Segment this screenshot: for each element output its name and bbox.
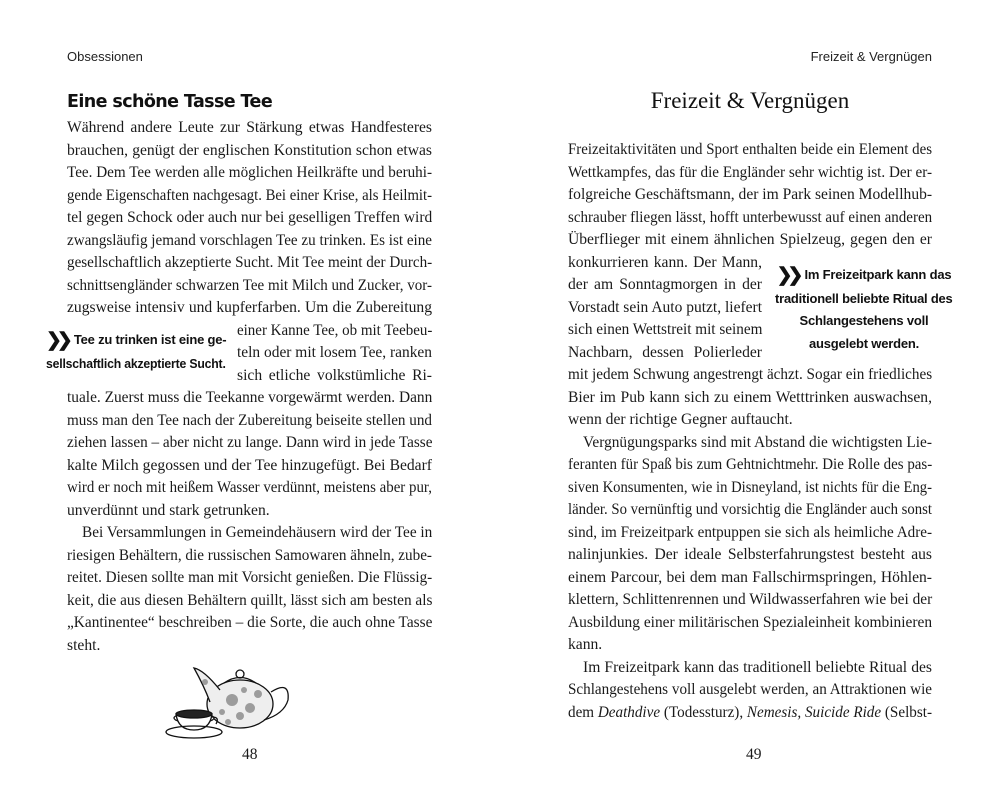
text-line: Wettkampfes, das für die Engländer sehr wichtig ist. Der er- [568, 163, 932, 181]
text-line: ziehen lassen – aber nicht zu lange. Dann wird in jede Tasse [67, 434, 433, 452]
italic-text: Nemesis, Suicide Ride [746, 704, 882, 721]
text-line: sich etliche volkstümliche Ri- [237, 366, 432, 384]
text-line: mit jedem Schwung angestrengt ächzt. Sogar ein friedliches [568, 366, 933, 384]
text-line: zwangsläufig jemand vorschlagen Tee zu trinken. Es ist eine [67, 231, 432, 249]
text-line: Schlangestehens voll ausgelebt werden, an Attraktionen wie [568, 681, 932, 699]
text-line: sind, im Freizeitpark entpuppen sie sich als heimliche Adre- [568, 523, 932, 541]
text-line: konkurrieren kann. Der Mann, [568, 253, 762, 271]
pull-quote-line: ❯❯ Tee zu trinken ist eine ge- [46, 330, 227, 351]
text-line: riesigen Behältern, die russischen Samowaren ähneln, zube- [67, 546, 432, 564]
pull-quote-line: ❯❯ Im Freizeitpark kann das [776, 265, 952, 286]
right-page-number: 49 [746, 746, 762, 763]
text-line: kalte Milch gegossen und der Tee hinzugefügt. Bei Bedarf [67, 456, 432, 474]
text-line: kann. [568, 636, 603, 654]
double-chevron-right-icon: ❯❯ [776, 265, 799, 286]
text-segment: (Selbst- [881, 704, 932, 721]
text-segment: dem [568, 704, 598, 721]
text-line: der am Sonntagmorgen in der [568, 276, 762, 294]
text-line: folgreiche Geschäftsmann, der im Park seinen Modellhub- [568, 186, 933, 204]
text-line [568, 702, 932, 724]
text-line: Ausbildung einer militärischen Spezialeinheit kombinieren [568, 613, 933, 631]
text-line: keit, die aus diesen Behältern quillt, lässt sich am besten als [67, 591, 433, 609]
text-line: einer Kanne Tee, ob mit Teebeu- [237, 321, 433, 339]
text-segment: (Todessturz), [660, 704, 747, 721]
text-line: unverdünnt und stark getrunken. [67, 501, 270, 519]
text-line: „Kantinentee“ beschreiben – die Sorte, die auch ohne Tasse [67, 614, 433, 632]
text-line: Überflieger mit einem ähnlichen Spielzeug, gegen den er [568, 231, 932, 249]
italic-text: Deathdive [597, 704, 661, 721]
text-line: reitet. Diesen sollte man mit Vorsicht genießen. Die Flüssig- [67, 569, 433, 587]
right-running-head: Freizeit & Vergnügen [810, 49, 932, 64]
left-running-head: Obsessionen [67, 49, 143, 64]
text-line: gesellschaftlich akzeptierte Sucht. Mit Tee meint der Durch- [67, 254, 433, 272]
text-line: Während andere Leute zur Stärkung etwas Handfesteres [67, 119, 432, 136]
pull-quote-line: ausgelebt werden. [808, 335, 920, 351]
text-line: wird er noch mit heißem Wasser verdünnt, meistens aber pur, [67, 479, 432, 497]
text-line: tuale. Zuerst muss die Teekanne vorgewärmt werden. Dann [67, 389, 433, 407]
pull-quote-line: Schlangestehens voll [799, 313, 929, 328]
text-line: Tee. Dem Tee werden alle möglichen Heilkräfte und beruhi- [67, 164, 432, 182]
right-pull-quote [775, 264, 953, 355]
text-line: nalinjunkies. Der ideale Selbsterfahrungstest besteht aus [568, 546, 932, 564]
pull-quote-line: sellschaftlich akzeptierte Sucht. [46, 355, 226, 371]
text-line: feranten für Spaß bis zum Gehtnichtmehr. Die Rolle des pas- [568, 456, 933, 474]
text-line: Freizeitaktivitäten und Sport enthalten beide ein Element des [568, 141, 932, 158]
section-heading: Eine schöne Tasse Tee [67, 92, 273, 112]
text-line: länder. So vernünftig und vorsichtig die Engländer auch sonst [568, 501, 933, 519]
text-line: sich einen Wettstreit mit seinem [568, 321, 763, 339]
text-line: Vergnügungsparks sind mit Abstand die wichtigsten Lie- [583, 433, 932, 451]
teapot-cup-illustration [160, 650, 320, 740]
text-line: zugsweise intensiv und kupferfarben. Um die Zubereitung [67, 299, 432, 317]
text-line: Nachbarn, dessen Polierleder [568, 343, 762, 361]
text-line: schnittsengländer schwarzen Tee mit Milch und Zucker, vor- [67, 276, 432, 294]
text-line: muss man den Tee nach der Zubereitung beiseite stellen und [67, 411, 432, 429]
text-line: klettern, Schlittenrennen und Wildwasserfahren wie bei der [568, 591, 933, 609]
text-line: steht. [67, 636, 101, 654]
text-line: brauchen, genügt der englischen Konstitution schon etwas [67, 141, 432, 159]
text-line: Im Freizeitpark kann das traditionell beliebte Ritual des [583, 658, 932, 676]
left-page-number: 48 [242, 746, 258, 763]
chapter-title: Freizeit & Vergnügen [650, 88, 850, 113]
left-pull-quote [46, 329, 226, 375]
double-chevron-right-icon: ❯❯ [46, 330, 68, 351]
pull-quote-line: traditionell beliebte Ritual des [775, 290, 953, 306]
text-line: schrauber fliegen lässt, hofft unterbewusst auf einen anderen [568, 208, 933, 226]
text-line: Vorstadt sein Auto putzt, liefert [568, 298, 763, 316]
text-line: gende Eigenschaften nachgesagt. Bei einer Krise, als Heilmit- [67, 186, 432, 204]
text-line: tel gegen Schock oder auch nur bei geselligen Treffen wird [67, 209, 433, 227]
text-line: teln oder mit losem Tee, ranken [237, 344, 432, 362]
text-line: einem Parcour, bei dem man Fallschirmspringen, Höhlen- [568, 568, 932, 586]
text-line: Bei Versammlungen in Gemeindehäusern wird der Tee in [82, 524, 433, 542]
text-line: siven Konsumenten, wie in Disneyland, ist nichts für die Eng- [568, 478, 932, 496]
text-line: wenn der richtige Gegner auftaucht. [568, 411, 793, 429]
text-line: Bier im Pub kann sich zu einem Wetttrinken auswachsen, [568, 388, 932, 406]
